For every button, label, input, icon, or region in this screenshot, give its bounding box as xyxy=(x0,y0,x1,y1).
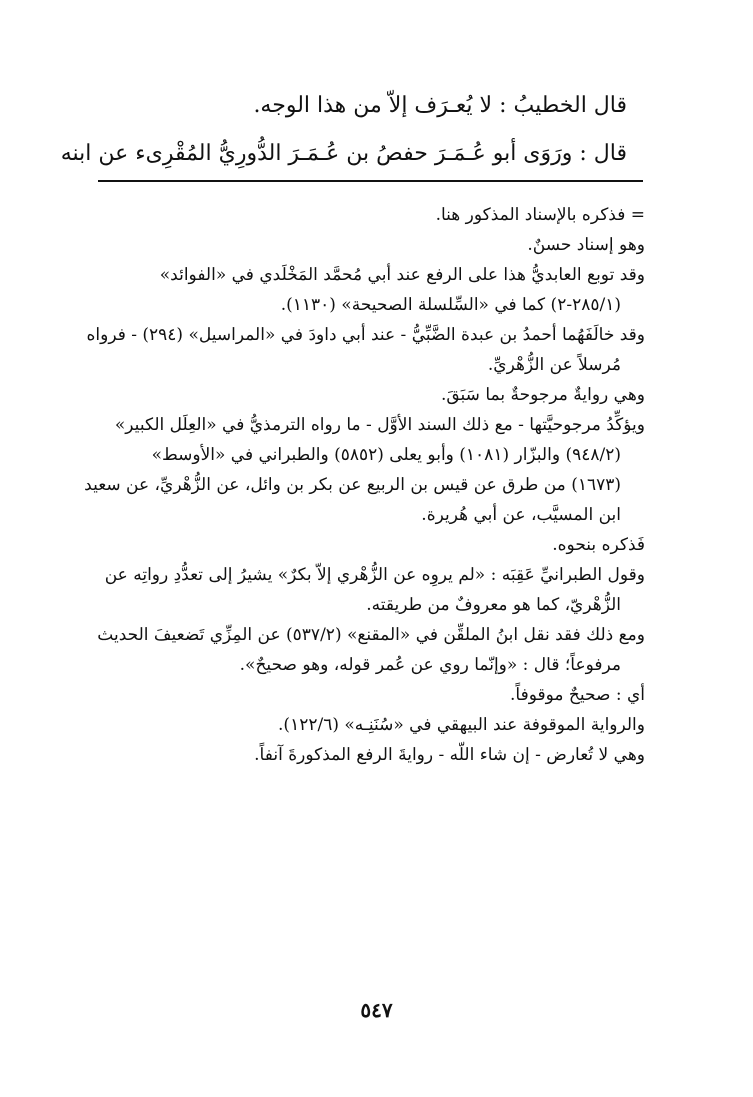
main-text-line: قال : ورَوَى أبو عُـمَـرَ حفصُ بن عُـمَـرَ الدُّورِيُّ المُقْرِىء عن ابنه xyxy=(60,141,627,166)
footnote-line: (٩٤٨/٢) والبزّار (١٠٨١) وأبو يعلى (٥٨٥٢) والطبراني في «الأوسط» xyxy=(151,445,621,465)
main-text xyxy=(40,82,627,178)
footnote-line: وهي روايةٌ مرجوحةٌ بما سَبَقَ. xyxy=(440,385,645,405)
footnote-line: ويؤكِّدُ مرجوحيَّتها - مع ذلك السند الأوَّل - ما رواه الترمذيُّ في «العِلَل الكبير» xyxy=(114,415,645,435)
footnote-line: وهي لا تُعارض - إن شاء اللّه - روايةَ الرفع المذكورةَ آنفاً. xyxy=(254,745,645,765)
footnote-line: الزُّهْريّ، كما هو معروفٌ من طريقته. xyxy=(366,595,621,615)
footnote-line: ومع ذلك فقد نقل ابنُ الملقِّن في «المقنع» (٥٣٧/٢) عن المِزِّي تَضعيفَ الحديث xyxy=(97,625,645,645)
footnote-line: (١٦٧٣) من طرق عن قيس بن الربيع عن بكر بن وائل، عن الزُّهْريِّ، عن سعيد xyxy=(84,475,621,495)
footnotes xyxy=(40,200,649,770)
footnote-line: وقد توبع العابديُّ هذا على الرفع عند أبي مُحمَّد المَخْلَدي في «الفوائد» xyxy=(159,265,645,285)
main-text-line: قال الخطيبُ : لا يُعـرَف إلاّ من هذا الوجه. xyxy=(253,93,627,118)
footnote-line: مرفوعاً؛ قال : «وإنّما روي عن عُمر قوله، وهو صحيحٌ». xyxy=(239,655,621,675)
footnote-line: وقول الطبرانيِّ عَقِبَه : «لم يروِه عن الزُّهْري إلاّ بكرٌ» يشيرُ إلى تعدُّدِ رواتِه عن xyxy=(104,565,645,585)
footnote-line: وقد خالَفَهُما أحمدُ بن عبدة الضَّبِّيُّ - عند أبي داودَ في «المراسيل» (٢٩٤) - فرواه xyxy=(86,325,645,345)
footnote-divider xyxy=(98,180,643,182)
footnote-line: (٢٨٥/١-٢) كما في «السِّلسلة الصحيحة» (١١٣٠). xyxy=(280,295,621,315)
footnote-line: = فذكره بالإسناد المذكور هنا. xyxy=(435,205,645,225)
footnote-line: أي : صحيحٌ موقوفاً. xyxy=(510,685,645,705)
footnote-line: وهو إسناد حسنٌ. xyxy=(527,235,645,255)
footnote-line: فَذكره بنحوه. xyxy=(552,535,645,555)
footnote-line: والرواية الموقوفة عند البيهقي في «سُنَنِـه» (١٢٢/٦). xyxy=(278,715,645,735)
footnote-line: مُرسلاً عن الزُّهْريِّ. xyxy=(487,355,621,375)
footnote-line: ابن المسيَّب، عن أبي هُريرة. xyxy=(421,505,621,525)
page-number: ٥٤٧ xyxy=(360,998,393,1022)
